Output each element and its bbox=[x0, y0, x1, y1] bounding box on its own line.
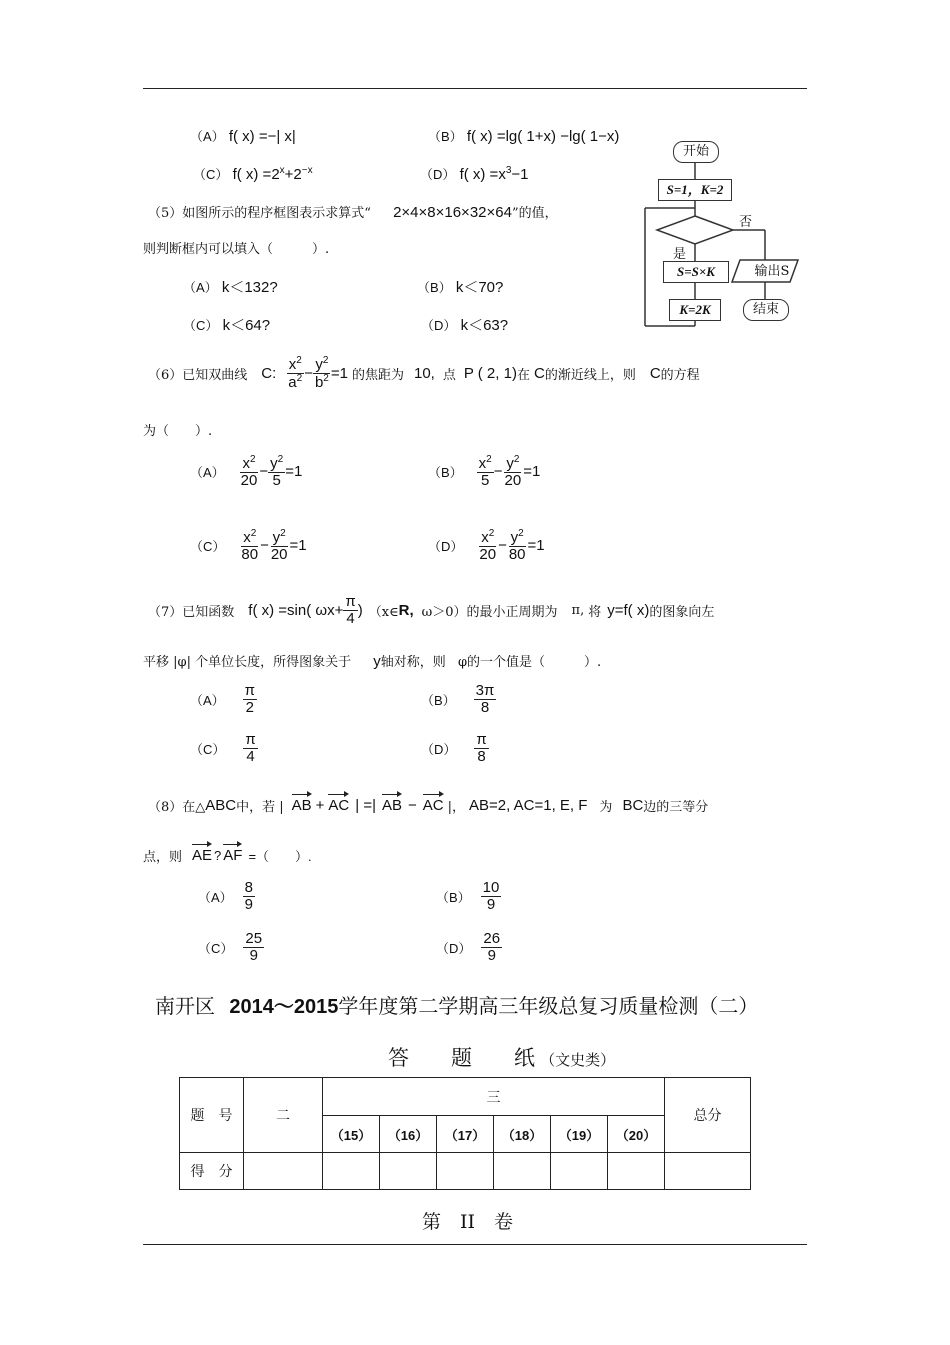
option-expr: f( x) =−| x| bbox=[228, 128, 296, 145]
q7-stem-line1 bbox=[148, 594, 714, 627]
option-label: （C） bbox=[190, 539, 226, 555]
q4-option-b bbox=[428, 126, 619, 145]
header-q15: （15） bbox=[323, 1116, 380, 1153]
exam-title-text: 学年度第二学期高三年级总复习质量检测（二） bbox=[338, 994, 759, 1018]
option-label: （B） bbox=[417, 280, 452, 295]
vector-ab: AB bbox=[382, 797, 403, 814]
flow-output: 输出S bbox=[754, 264, 790, 279]
option-label: （A） bbox=[198, 889, 233, 905]
q5-option-c bbox=[183, 314, 270, 335]
volume-heading: 第 II 卷 bbox=[422, 1211, 514, 1233]
score-cell-q19[interactable] bbox=[551, 1153, 608, 1190]
q8-text: （8）在△ bbox=[148, 800, 206, 815]
flow-update-k: K=2K bbox=[669, 299, 721, 321]
score-table bbox=[179, 1077, 751, 1190]
q8-bc: BC bbox=[622, 797, 644, 814]
equals-one: =1 bbox=[330, 364, 348, 382]
option-label: （A） bbox=[190, 465, 225, 481]
dot-product: ? bbox=[214, 848, 222, 863]
q7-real: R, bbox=[398, 601, 414, 619]
q5-stem-line2: 则判断框内可以填入（ ）. bbox=[143, 242, 330, 257]
option-expr: f( x) =x bbox=[459, 166, 506, 183]
option-label: （C） bbox=[190, 741, 226, 757]
q7-text: 轴对称，则 bbox=[380, 655, 446, 670]
header-total: 总分 bbox=[665, 1078, 751, 1153]
score-cell-q15[interactable] bbox=[323, 1153, 380, 1190]
q7-period: π, bbox=[571, 602, 585, 618]
vector-ae: AE bbox=[192, 847, 213, 864]
q7-stem-line2 bbox=[143, 651, 601, 670]
q5-text: （5）如图所示的程序框图表示求算式“ bbox=[148, 206, 371, 221]
answer-sheet-subtitle: （文史类） bbox=[540, 1051, 616, 1069]
answer-sheet-title bbox=[388, 1042, 615, 1072]
vector-ac: AC bbox=[422, 797, 444, 814]
q6-focal: 10, bbox=[413, 364, 435, 382]
q8-text: 点，则 bbox=[143, 850, 183, 865]
q6-text: 的焦距为 bbox=[351, 367, 404, 383]
q6-option-c: （C） $\frac{x^2}{80}$ − $\frac{y^2}{20}$ =1 bbox=[190, 528, 307, 563]
q7-option-a: （A） $\frac{\pi}{2}$ bbox=[190, 682, 256, 716]
q6-point: P ( 2, 1) bbox=[463, 364, 517, 382]
q8-option-d: （D） $\frac{26}{9}$ bbox=[436, 930, 501, 964]
flow-update-s: S=S×K bbox=[663, 261, 729, 283]
q7-option-d: （D） $\frac{\pi}{8}$ bbox=[421, 731, 487, 765]
q6-text: 的渐近线上，则 bbox=[544, 367, 636, 383]
score-cell-q18[interactable] bbox=[494, 1153, 551, 1190]
q7-text: 的一个值是（ ）. bbox=[467, 655, 602, 670]
header-part-two: 二 bbox=[244, 1078, 323, 1153]
score-cell-q17[interactable] bbox=[437, 1153, 494, 1190]
q6-frac-x: $\frac{x^2}{a^2}$ bbox=[288, 355, 303, 391]
exponent: 3 bbox=[505, 165, 512, 176]
option-expr: k＜70? bbox=[455, 279, 504, 296]
q6-stem-line1 bbox=[148, 356, 700, 391]
q5-option-a bbox=[183, 276, 278, 297]
option-label: （B） bbox=[436, 889, 471, 905]
q7-yeq: y=f( x) bbox=[607, 601, 650, 619]
q6-text: 在 bbox=[516, 367, 530, 383]
q8-text: =（ ）. bbox=[248, 849, 312, 864]
q7-text: ω＞0）的最小正周期为 bbox=[421, 604, 558, 620]
q7-text: 将 bbox=[588, 604, 602, 620]
exponent: −x bbox=[301, 165, 313, 176]
q7-y: y bbox=[373, 653, 381, 670]
exam-title-years: 2014～2015 bbox=[229, 996, 339, 1018]
q6-text: 点 bbox=[442, 367, 456, 383]
q8-text: 边的三等分 bbox=[643, 800, 709, 815]
option-expr-tail: −1 bbox=[511, 166, 529, 183]
option-label: （D） bbox=[421, 318, 457, 333]
vector-ac: AC bbox=[328, 797, 350, 814]
q6-text: 的方程 bbox=[660, 367, 700, 383]
q6-stem-line2: 为（ ）. bbox=[143, 424, 213, 439]
q5-text-post: ”的值， bbox=[511, 206, 558, 221]
header-q19: （19） bbox=[551, 1116, 608, 1153]
equals-bar: | =| bbox=[355, 797, 376, 814]
q7-text: （7）已知函数 bbox=[148, 604, 235, 620]
bottom-rule bbox=[143, 1244, 807, 1245]
score-cell-total[interactable] bbox=[665, 1153, 751, 1190]
option-label: （A） bbox=[190, 129, 225, 144]
option-label: （D） bbox=[436, 940, 472, 956]
flow-end: 结束 bbox=[743, 299, 789, 321]
q8-text: 为 bbox=[599, 800, 613, 815]
option-label: （D） bbox=[421, 741, 457, 757]
q8-stem-line1 bbox=[148, 796, 708, 815]
phi-symbol: φ bbox=[177, 655, 187, 670]
minus-sign: − bbox=[304, 364, 313, 382]
q8-option-c: （C） $\frac{25}{9}$ bbox=[198, 930, 263, 964]
flow-yes-label: 是 bbox=[673, 247, 687, 262]
decision-diamond bbox=[657, 216, 733, 244]
option-label: （C） bbox=[193, 167, 229, 182]
q6-option-a: （A） $\frac{x^2}{20}$ − $\frac{y^2}{5}$ =1 bbox=[190, 454, 303, 489]
q4-option-d bbox=[420, 164, 529, 183]
option-expr: k＜132? bbox=[221, 279, 278, 296]
q7-option-c: （C） $\frac{\pi}{4}$ bbox=[190, 731, 256, 765]
header-question-no: 题 号 bbox=[180, 1078, 244, 1153]
score-cell-q20[interactable] bbox=[608, 1153, 665, 1190]
option-expr: f( x) =2 bbox=[232, 166, 280, 183]
flow-no-label: 否 bbox=[739, 215, 753, 230]
top-rule bbox=[143, 88, 807, 89]
q5-stem-line1 bbox=[148, 202, 558, 221]
q8-option-a: （A） $\frac{8}{9}$ bbox=[198, 879, 254, 913]
q5-option-b bbox=[417, 276, 503, 297]
vector-ab: AB bbox=[291, 797, 312, 814]
flow-start: 开始 bbox=[673, 141, 719, 163]
score-cell-q16[interactable] bbox=[380, 1153, 437, 1190]
q8-triangle: ABC bbox=[205, 797, 237, 814]
phi-symbol: φ bbox=[457, 655, 468, 670]
q6-c: C: bbox=[261, 364, 277, 382]
q7-text: （x∈ bbox=[368, 604, 399, 620]
exponent: x bbox=[279, 165, 285, 176]
q7-func-close: ) bbox=[357, 601, 363, 619]
q8-stem-line2 bbox=[143, 846, 312, 865]
q7-option-b: （B） $\frac{3\pi}{8}$ bbox=[421, 682, 495, 716]
option-expr: k＜63? bbox=[460, 317, 509, 334]
q7-text: 的图象向左 bbox=[649, 604, 715, 620]
option-label: （D） bbox=[428, 539, 464, 555]
q5-option-d bbox=[421, 314, 508, 335]
option-label: （B） bbox=[428, 465, 463, 481]
option-expr-mid: +2 bbox=[284, 166, 302, 183]
option-label: （C） bbox=[183, 318, 219, 333]
header-q18: （18） bbox=[494, 1116, 551, 1153]
q7-func: f( x) =sin( ωx+ bbox=[248, 601, 344, 619]
exam-title-district: 南开区 bbox=[155, 994, 215, 1018]
q6-c: C bbox=[533, 364, 545, 382]
option-label: （B） bbox=[428, 129, 463, 144]
q7-text: | 个单位长度，所得图象关于 bbox=[186, 655, 352, 670]
option-label: （D） bbox=[420, 167, 456, 182]
exam-title bbox=[155, 990, 758, 1019]
option-label: （A） bbox=[183, 280, 218, 295]
option-expr: k＜64? bbox=[222, 317, 271, 334]
header-q17: （17） bbox=[437, 1116, 494, 1153]
q6-frac-y: $\frac{y^2}{b^2}$ bbox=[314, 355, 329, 391]
minus-sign: − bbox=[408, 797, 417, 814]
option-expr: f( x) =lg( 1+x) −lg( 1−x) bbox=[466, 128, 620, 145]
q4-option-c bbox=[193, 164, 313, 183]
q7-frac: $\frac{\pi}{4}$ bbox=[345, 593, 356, 627]
header-q20: （20） bbox=[608, 1116, 665, 1153]
q6-text: （6）已知双曲线 bbox=[148, 367, 248, 383]
score-cell-two[interactable] bbox=[244, 1153, 323, 1190]
option-label: （B） bbox=[421, 692, 456, 708]
row-score-label: 得 分 bbox=[180, 1153, 244, 1190]
q8-text: 中，若 | bbox=[236, 800, 284, 815]
q8-text: |， bbox=[447, 800, 466, 815]
q6-option-d: （D） $\frac{x^2}{20}$ − $\frac{y^2}{80}$ =1 bbox=[428, 528, 545, 563]
q5-math: 2×4×8×16×32×64 bbox=[393, 204, 512, 221]
q6-c: C bbox=[649, 364, 661, 382]
header-q16: （16） bbox=[380, 1116, 437, 1153]
q6-option-b: （B） $\frac{x^2}{5}$ − $\frac{y^2}{20}$ =1 bbox=[428, 454, 541, 489]
header-part-three: 三 bbox=[323, 1078, 665, 1116]
vector-af: AF bbox=[223, 847, 243, 864]
q8-option-b: （B） $\frac{10}{9}$ bbox=[436, 879, 500, 913]
flow-init: S=1，K=2 bbox=[658, 179, 732, 201]
q4-option-a bbox=[190, 126, 296, 145]
option-label: （C） bbox=[198, 940, 234, 956]
plus-sign: + bbox=[315, 797, 325, 814]
answer-sheet-heading: 答 题 纸 bbox=[388, 1046, 535, 1070]
q8-lengths: AB=2, AC=1, E, F bbox=[469, 797, 588, 814]
option-label: （A） bbox=[190, 692, 225, 708]
q7-text: 平移 | bbox=[143, 655, 178, 670]
